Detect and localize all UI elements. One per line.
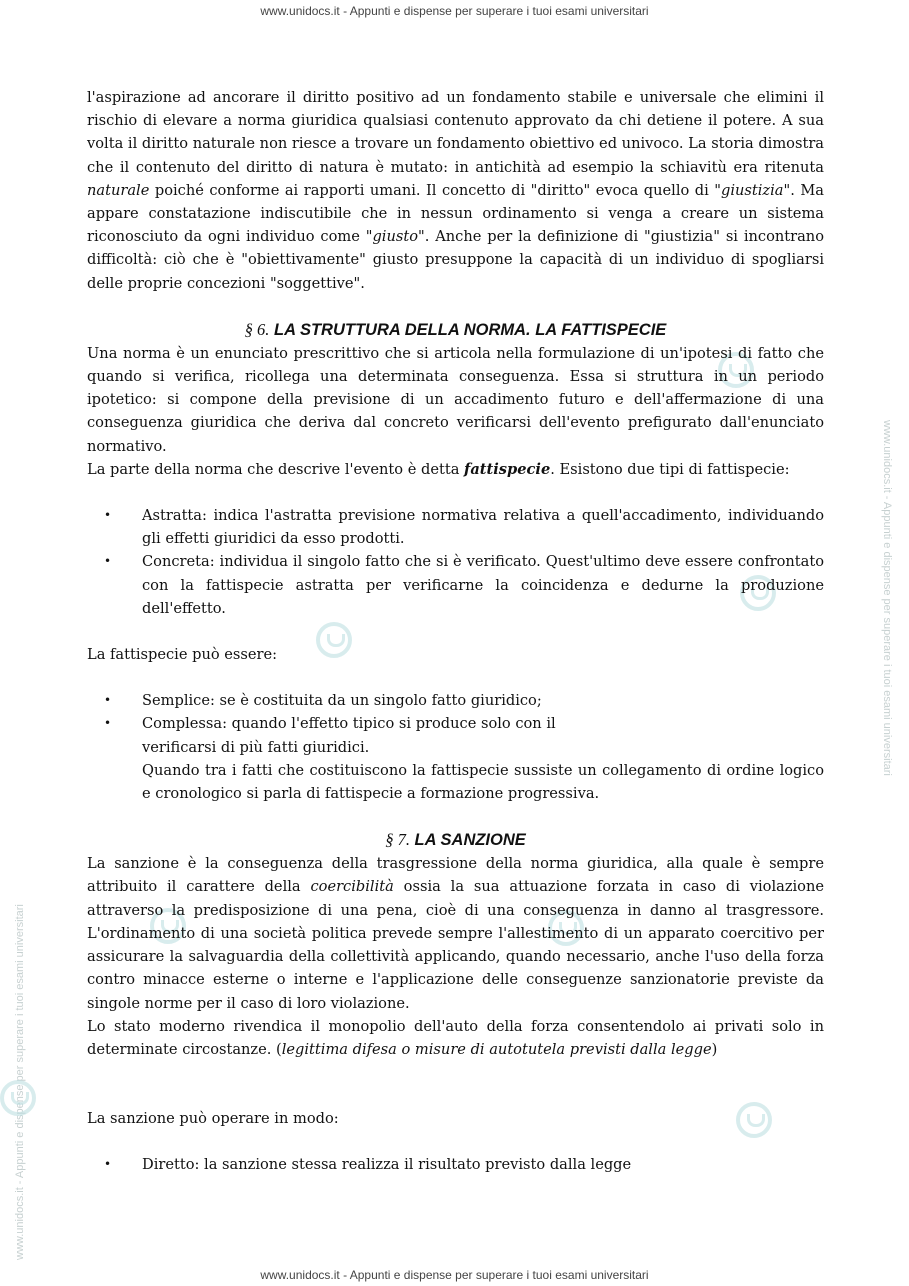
paragraph: La sanzione è la conseguenza della trasgressione della norma giuridica, alla quale è sempre attribuito il carattere della coercibilità ossia la sua attuazione forzata in caso di violazione attraverso la predisposizione di una pena, cioè di una conseguenza in danno al trasgressore. L'ordinamento di una società politica prevede sempre l'allestimento di un apparato coercitivo per assicurare la salvaguardia della collettività applicando, quando necessario, anche l'uso della forza contro minacce esterne o interne e l'applicazione delle conseguenze sanzionatorie previste da singole norme per il caso di loro violazione. [87, 855, 824, 1012]
side-watermark-left: www.unidocs.it - Appunti e dispense per superare i tuoi esami universitari [14, 904, 26, 1260]
bullet-list [87, 504, 824, 620]
list-item: • Diretto: la sanzione stessa realizza il risultato previsto dalla legge [87, 1153, 824, 1176]
paragraph: La sanzione può operare in modo: [87, 1110, 339, 1128]
watermark-logo-icon [0, 1080, 36, 1116]
section-heading: § 6. LA STRUTTURA DELLA NORMA. LA FATTISPECIE [244, 319, 667, 339]
section-heading: § 7. LA SANZIONE [385, 830, 526, 850]
paragraph: Una norma è un enunciato prescrittivo che si articola nella formulazione di un'ipotesi di fatto che quando si verifica, ricollega una determinata conseguenza. Essa si struttura in un periodo ipotetico: si compone della previsione di un accadimento futuro e dell'affermazione di una conseguenza giuridica che deriva dal concreto verificarsi dell'evento prefigurato dall'enunciato normativo. [87, 344, 824, 455]
list-item: • Complessa: quando l'effetto tipico si produce solo con il verificarsi di più fatti giuridici. Quando tra i fatti che costituiscono la fattispecie sussiste un collegamento di ordine logico e cronologico si parla di fattispecie a formazione progressiva. [87, 712, 824, 805]
paragraph: Lo stato moderno rivendica il monopolio dell'auto della forza consentendolo ai privati solo in determinate circostanze. (legittima difesa o misure di autotutela previsti dalla legge) [87, 1017, 824, 1058]
paragraph: La fattispecie può essere: [87, 646, 278, 664]
list-item: • Astratta: indica l'astratta previsione normativa relativa a quell'accadimento, individuando gli effetti giuridici da esso prodotti. [87, 504, 824, 550]
document-body [87, 86, 824, 1177]
list-item: • Concreta: individua il singolo fatto che si è verificato. Quest'ultimo deve essere confrontato con la fattispecie astratta per verificarne la coincidenza e dedurne la produzione dell'effetto. [87, 550, 824, 620]
paragraph: l'aspirazione ad ancorare il diritto positivo ad un fondamento stabile e universale che elimini il rischio di elevare a norma giuridica qualsiasi contenuto approvato da chi detiene il potere. A sua volta il diritto naturale non riesce a trovare un fondamento obiettivo ed univoco. La storia dimostra che il contenuto del diritto di natura è mutato: in antichità ad esempio la schiavitù era ritenuta naturale poiché conforme ai rapporti umani. Il concetto di "diritto" evoca quello di "giustizia". Ma appare constatazione indiscutibile che in nessun ordinamento si venga a creare un sistema riconosciuto da ogni individuo come "giusto". Anche per la definizione di "giustizia" si incontrano difficoltà: ciò che è "obiettivamente" giusto presuppone la capacità di un individuo di spogliarsi delle proprie concezioni "soggettive". [87, 89, 824, 292]
bullet-list [87, 1153, 824, 1176]
side-watermark-right: www.unidocs.it - Appunti e dispense per superare i tuoi esami universitari [881, 420, 893, 776]
bullet-list [87, 689, 824, 805]
list-item: • Semplice: se è costituita da un singolo fatto giuridico; [87, 689, 824, 712]
page-header: www.unidocs.it - Appunti e dispense per superare i tuoi esami universitari [260, 4, 649, 18]
paragraph: La parte della norma che descrive l'evento è detta fattispecie. Esistono due tipi di fattispecie: [87, 460, 790, 478]
page-footer: www.unidocs.it - Appunti e dispense per superare i tuoi esami universitari [260, 1268, 649, 1282]
